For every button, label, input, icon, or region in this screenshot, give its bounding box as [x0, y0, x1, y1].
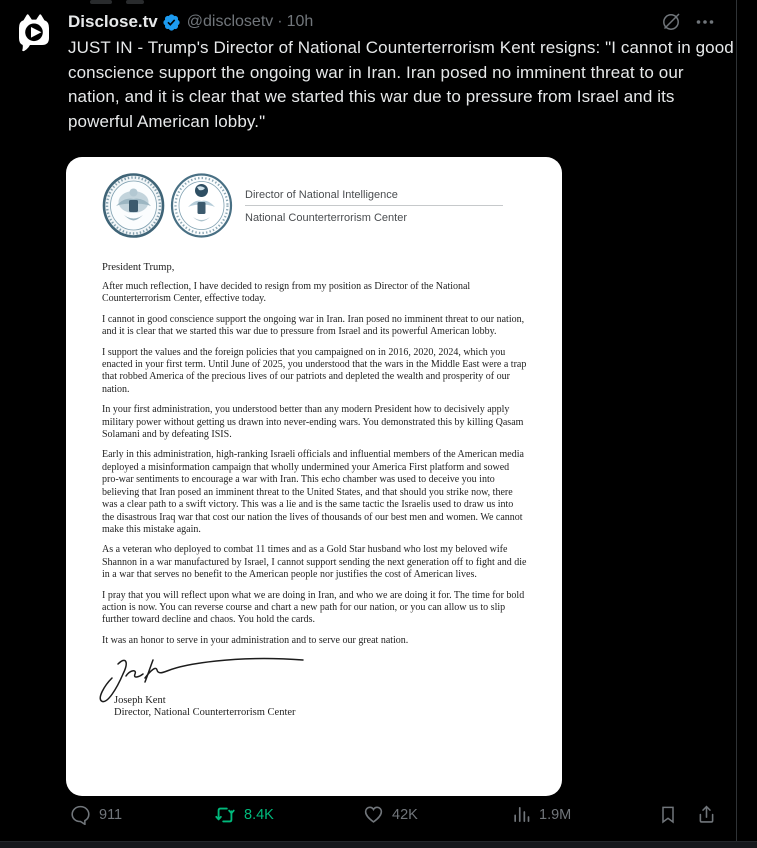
clipped-content-above — [90, 0, 112, 4]
letter-paragraph: I support the values and the foreign policies that you campaigned on in 2016, 2020, 2024, which you enacted in your first term. Until June of 2025, you understood that the wars in the Middle East were a trap that robbed America of the precious lives of our patriots and depleted the wealth and prosperity of our nation. — [102, 346, 527, 395]
author-name[interactable]: Disclose.tv — [68, 12, 158, 31]
letterhead-text — [245, 189, 503, 224]
signature-name: Joseph Kent — [114, 695, 166, 707]
letterhead-row — [102, 173, 527, 238]
tweet-text: JUST IN - Trump's Director of National Counterterrorism Kent resigns: "I cannot in good conscience support the ongoing war in Iran. Iran posed no imminent threat to our nation, and it is clear that we started this war due to pressure from Israel and its powerful American lobby." — [68, 38, 734, 131]
more-icon[interactable] — [694, 11, 716, 33]
clipped-content-above — [126, 0, 144, 4]
like-count: 42K — [392, 806, 418, 823]
letter-paragraph: I cannot in good conscience support the ongoing war in Iran. Iran posed no imminent threat to our nation, and it is clear that we started this war due to pressure from Israel and its powerful American lobby. — [102, 313, 525, 338]
repost-count: 8.4K — [244, 807, 274, 823]
letter-paragraph: It was an honor to serve in your administration and to serve our great nation. — [102, 634, 409, 646]
disclose-tv-logo-icon — [13, 13, 54, 54]
letter-paragraph: In your first administration, you understood better than any modern President how to decisively apply military power without getting us drawn into never-ending wars. You demonstrated this by killing Qasam Solamani and by defeating ISIS. — [102, 404, 524, 441]
avatar[interactable] — [13, 13, 54, 54]
tweet-header — [68, 10, 658, 34]
letterhead-line1: Director of National Intelligence — [245, 189, 503, 206]
letter-salutation: President Trump, — [102, 262, 175, 273]
letter-paragraph: I pray that you will reflect upon what we are doing in Iran, and who we are doing it for. The time for bold action is now. You can reverse course and chart a new path for our nation, or you can allow us to slip further toward decline and chaos. You hold the cards. — [102, 589, 525, 626]
nctc-seal-icon — [170, 173, 233, 238]
timestamp[interactable]: 10h — [286, 13, 314, 30]
views-count: 1.9M — [539, 806, 572, 823]
like-button[interactable] — [363, 804, 418, 825]
letter-paragraph: As a veteran who deployed to combat 11 times and as a Gold Star husband who lost my beloved wife Shannon in a war manufactured by Israel, I cannot support sending the next generation off to fight and die in a war that serves no benefit to the American people nor justifies the cost of American lives. — [102, 544, 527, 581]
like-icon — [363, 804, 384, 825]
author-handle[interactable] — [187, 13, 314, 31]
signature-title: Director, National Counterterrorism Center — [114, 707, 296, 719]
share-button[interactable] — [696, 804, 717, 825]
share-icon — [696, 804, 717, 825]
letter-document — [66, 157, 562, 718]
tweet-action-bar — [0, 804, 757, 836]
tweet-media-letter-image[interactable] — [66, 157, 562, 796]
repost-icon — [214, 804, 236, 826]
grok-icon[interactable] — [660, 11, 682, 33]
dni-seal-icon — [102, 173, 165, 238]
letter-paragraph: Early in this administration, high-ranking Israeli officials and influential members of the American media deployed a misinformation campaign that wholly undermined your America First platform and sowed pro-war sentiments to encourage a war with Iran. This echo chamber was used to deceive you into believing that Iran posed an imminent threat to the United States, and that should you strike now, there was a clear path to a swift victory. This was a lie and is the same tactic the Israelis used to draw us into the disastrous Iraq war that cost our nation the lives of thousands of our best men and women. We cannot make this mistake again. — [102, 449, 524, 535]
letterhead-line2: National Counterterrorism Center — [245, 212, 408, 224]
bookmark-button[interactable] — [658, 804, 678, 825]
dot-separator: · — [277, 13, 283, 30]
next-item-edge — [0, 841, 757, 848]
reply-count: 911 — [99, 806, 123, 823]
repost-button[interactable] — [214, 804, 274, 826]
views-button[interactable] — [511, 804, 571, 825]
handle-text: @disclosetv — [186, 13, 274, 30]
bookmark-icon — [658, 804, 678, 825]
letter-paragraph: After much reflection, I have decided to resign from my position as Director of the National Counterterrorism Center, effective today. — [102, 281, 471, 305]
views-icon — [511, 804, 531, 825]
reply-button[interactable] — [70, 804, 122, 825]
reply-icon — [70, 804, 91, 825]
verified-badge-icon[interactable] — [162, 13, 181, 32]
header-actions — [660, 11, 716, 33]
column-divider — [736, 0, 737, 848]
